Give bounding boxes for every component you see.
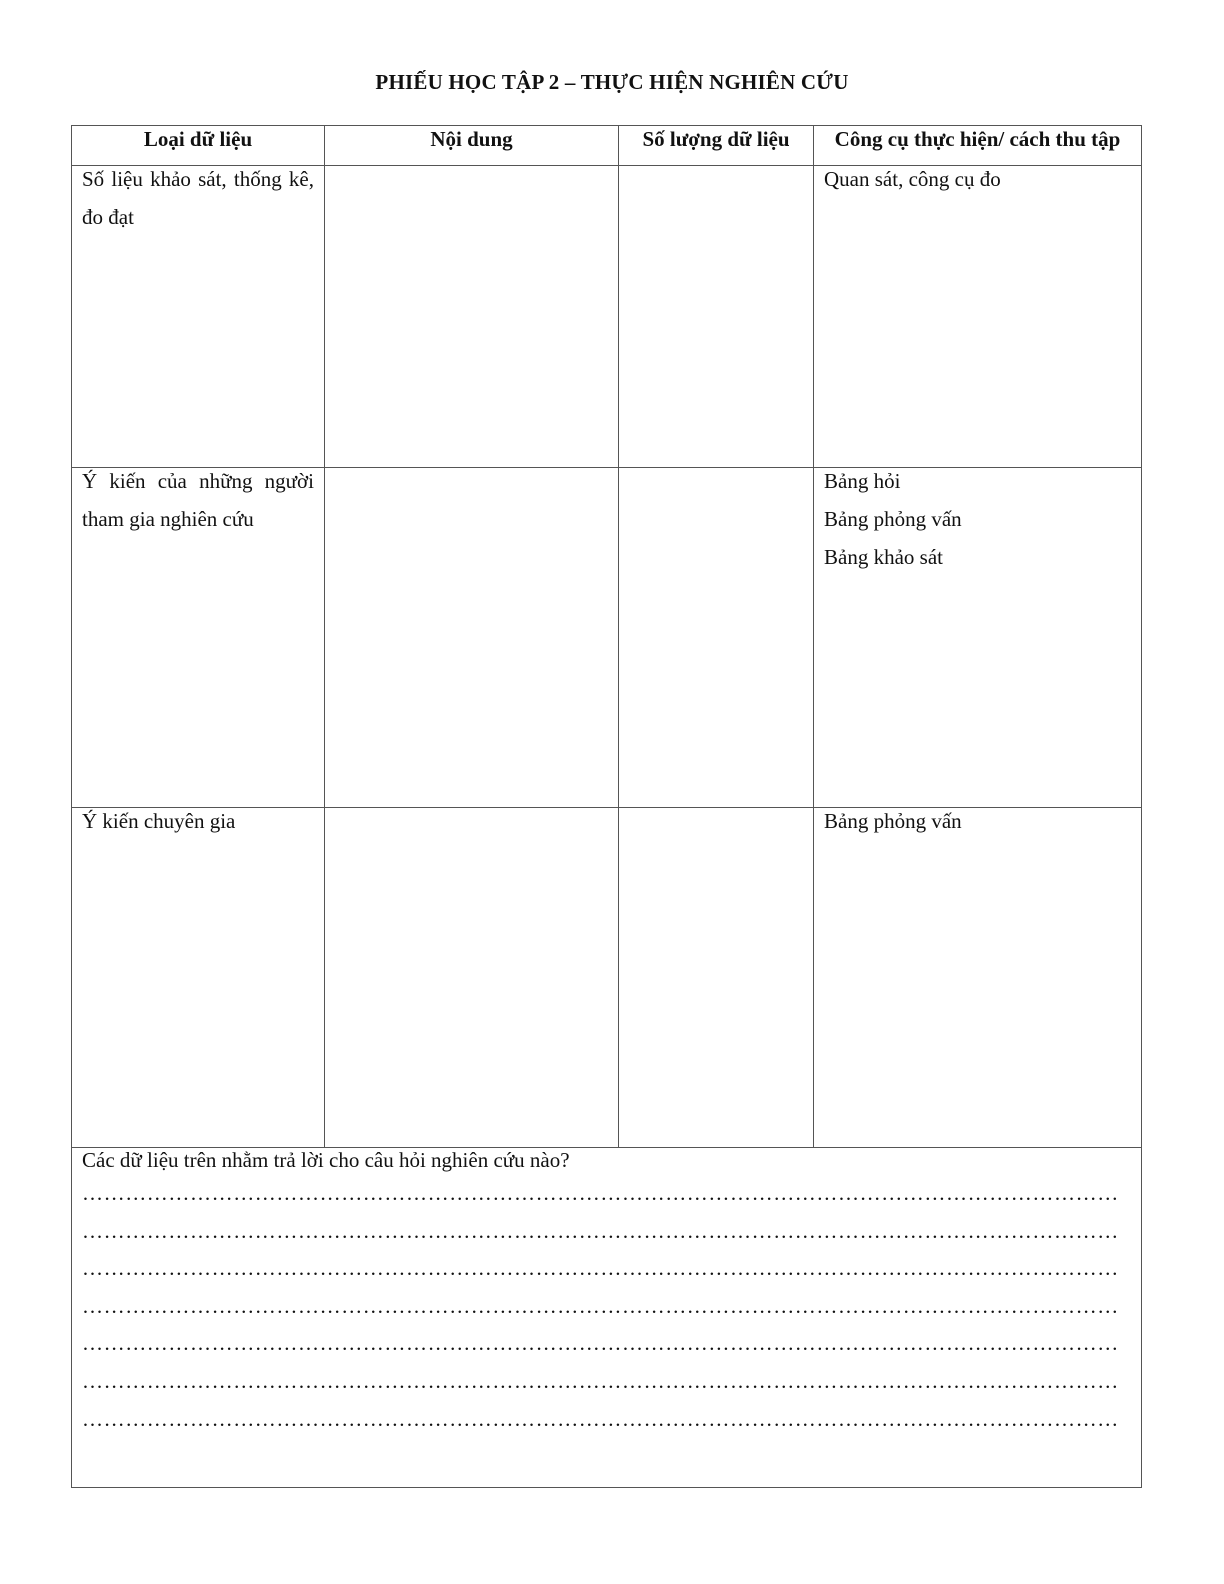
cell-quantity[interactable] xyxy=(619,808,814,1148)
cell-data-type xyxy=(72,166,325,468)
cell-content[interactable] xyxy=(325,166,619,468)
data-type-text: Ý kiến của những người tham gia nghiên cứu xyxy=(82,469,314,531)
table-row xyxy=(72,166,1142,468)
cell-tools xyxy=(814,808,1142,1148)
answer-line[interactable]: ……………………………………………………………………………………………………………………………… xyxy=(82,1181,1119,1205)
answer-line[interactable]: ……………………………………………………………………………………………………………………………… xyxy=(82,1293,1119,1318)
answer-line[interactable]: ……………………………………………………………………………………………………………………………… xyxy=(82,1406,1119,1431)
answer-line[interactable]: ……………………………………………………………………………………………………………………………… xyxy=(82,1368,1119,1393)
cell-tools xyxy=(814,166,1142,468)
answer-line[interactable]: ……………………………………………………………………………………………………………………………… xyxy=(82,1256,1119,1281)
data-type-text: Ý kiến chuyên gia xyxy=(82,809,236,833)
answer-line[interactable]: ……………………………………………………………………………………………………………………………… xyxy=(82,1218,1119,1243)
header-data-type: Loại dữ liệu xyxy=(72,126,325,166)
cell-research-question xyxy=(72,1148,1142,1488)
tools-list xyxy=(824,462,1131,576)
cell-content[interactable] xyxy=(325,808,619,1148)
cell-quantity[interactable] xyxy=(619,468,814,808)
tool-item: Bảng phỏng vấn xyxy=(824,507,962,531)
page-title: PHIẾU HỌC TẬP 2 – THỰC HIỆN NGHIÊN CỨU xyxy=(375,70,849,94)
tool-item: Bảng hỏi xyxy=(824,469,901,493)
cell-quantity[interactable] xyxy=(619,166,814,468)
worksheet-table xyxy=(71,125,1142,1488)
question-row xyxy=(72,1148,1142,1488)
cell-tools xyxy=(814,468,1142,808)
table-row xyxy=(72,468,1142,808)
answer-line[interactable]: ……………………………………………………………………………………………………………………………… xyxy=(82,1331,1119,1356)
question-prompt: Các dữ liệu trên nhằm trả lời cho câu hỏi nghiên cứu nào? xyxy=(82,1148,570,1172)
cell-data-type xyxy=(72,468,325,808)
tool-item: Bảng phỏng vấn xyxy=(824,809,962,833)
header-tools-method: Công cụ thực hiện/ cách thu tập xyxy=(814,126,1142,166)
table-row xyxy=(72,808,1142,1148)
tool-item: Bảng khảo sát xyxy=(824,545,943,569)
header-data-quantity: Số lượng dữ liệu xyxy=(619,126,814,166)
header-content: Nội dung xyxy=(325,126,619,166)
tool-item: Quan sát, công cụ đo xyxy=(824,167,1001,191)
data-type-text: Số liệu khảo sát, thống kê, đo đạt xyxy=(82,167,314,229)
cell-content[interactable] xyxy=(325,468,619,808)
cell-data-type xyxy=(72,808,325,1148)
